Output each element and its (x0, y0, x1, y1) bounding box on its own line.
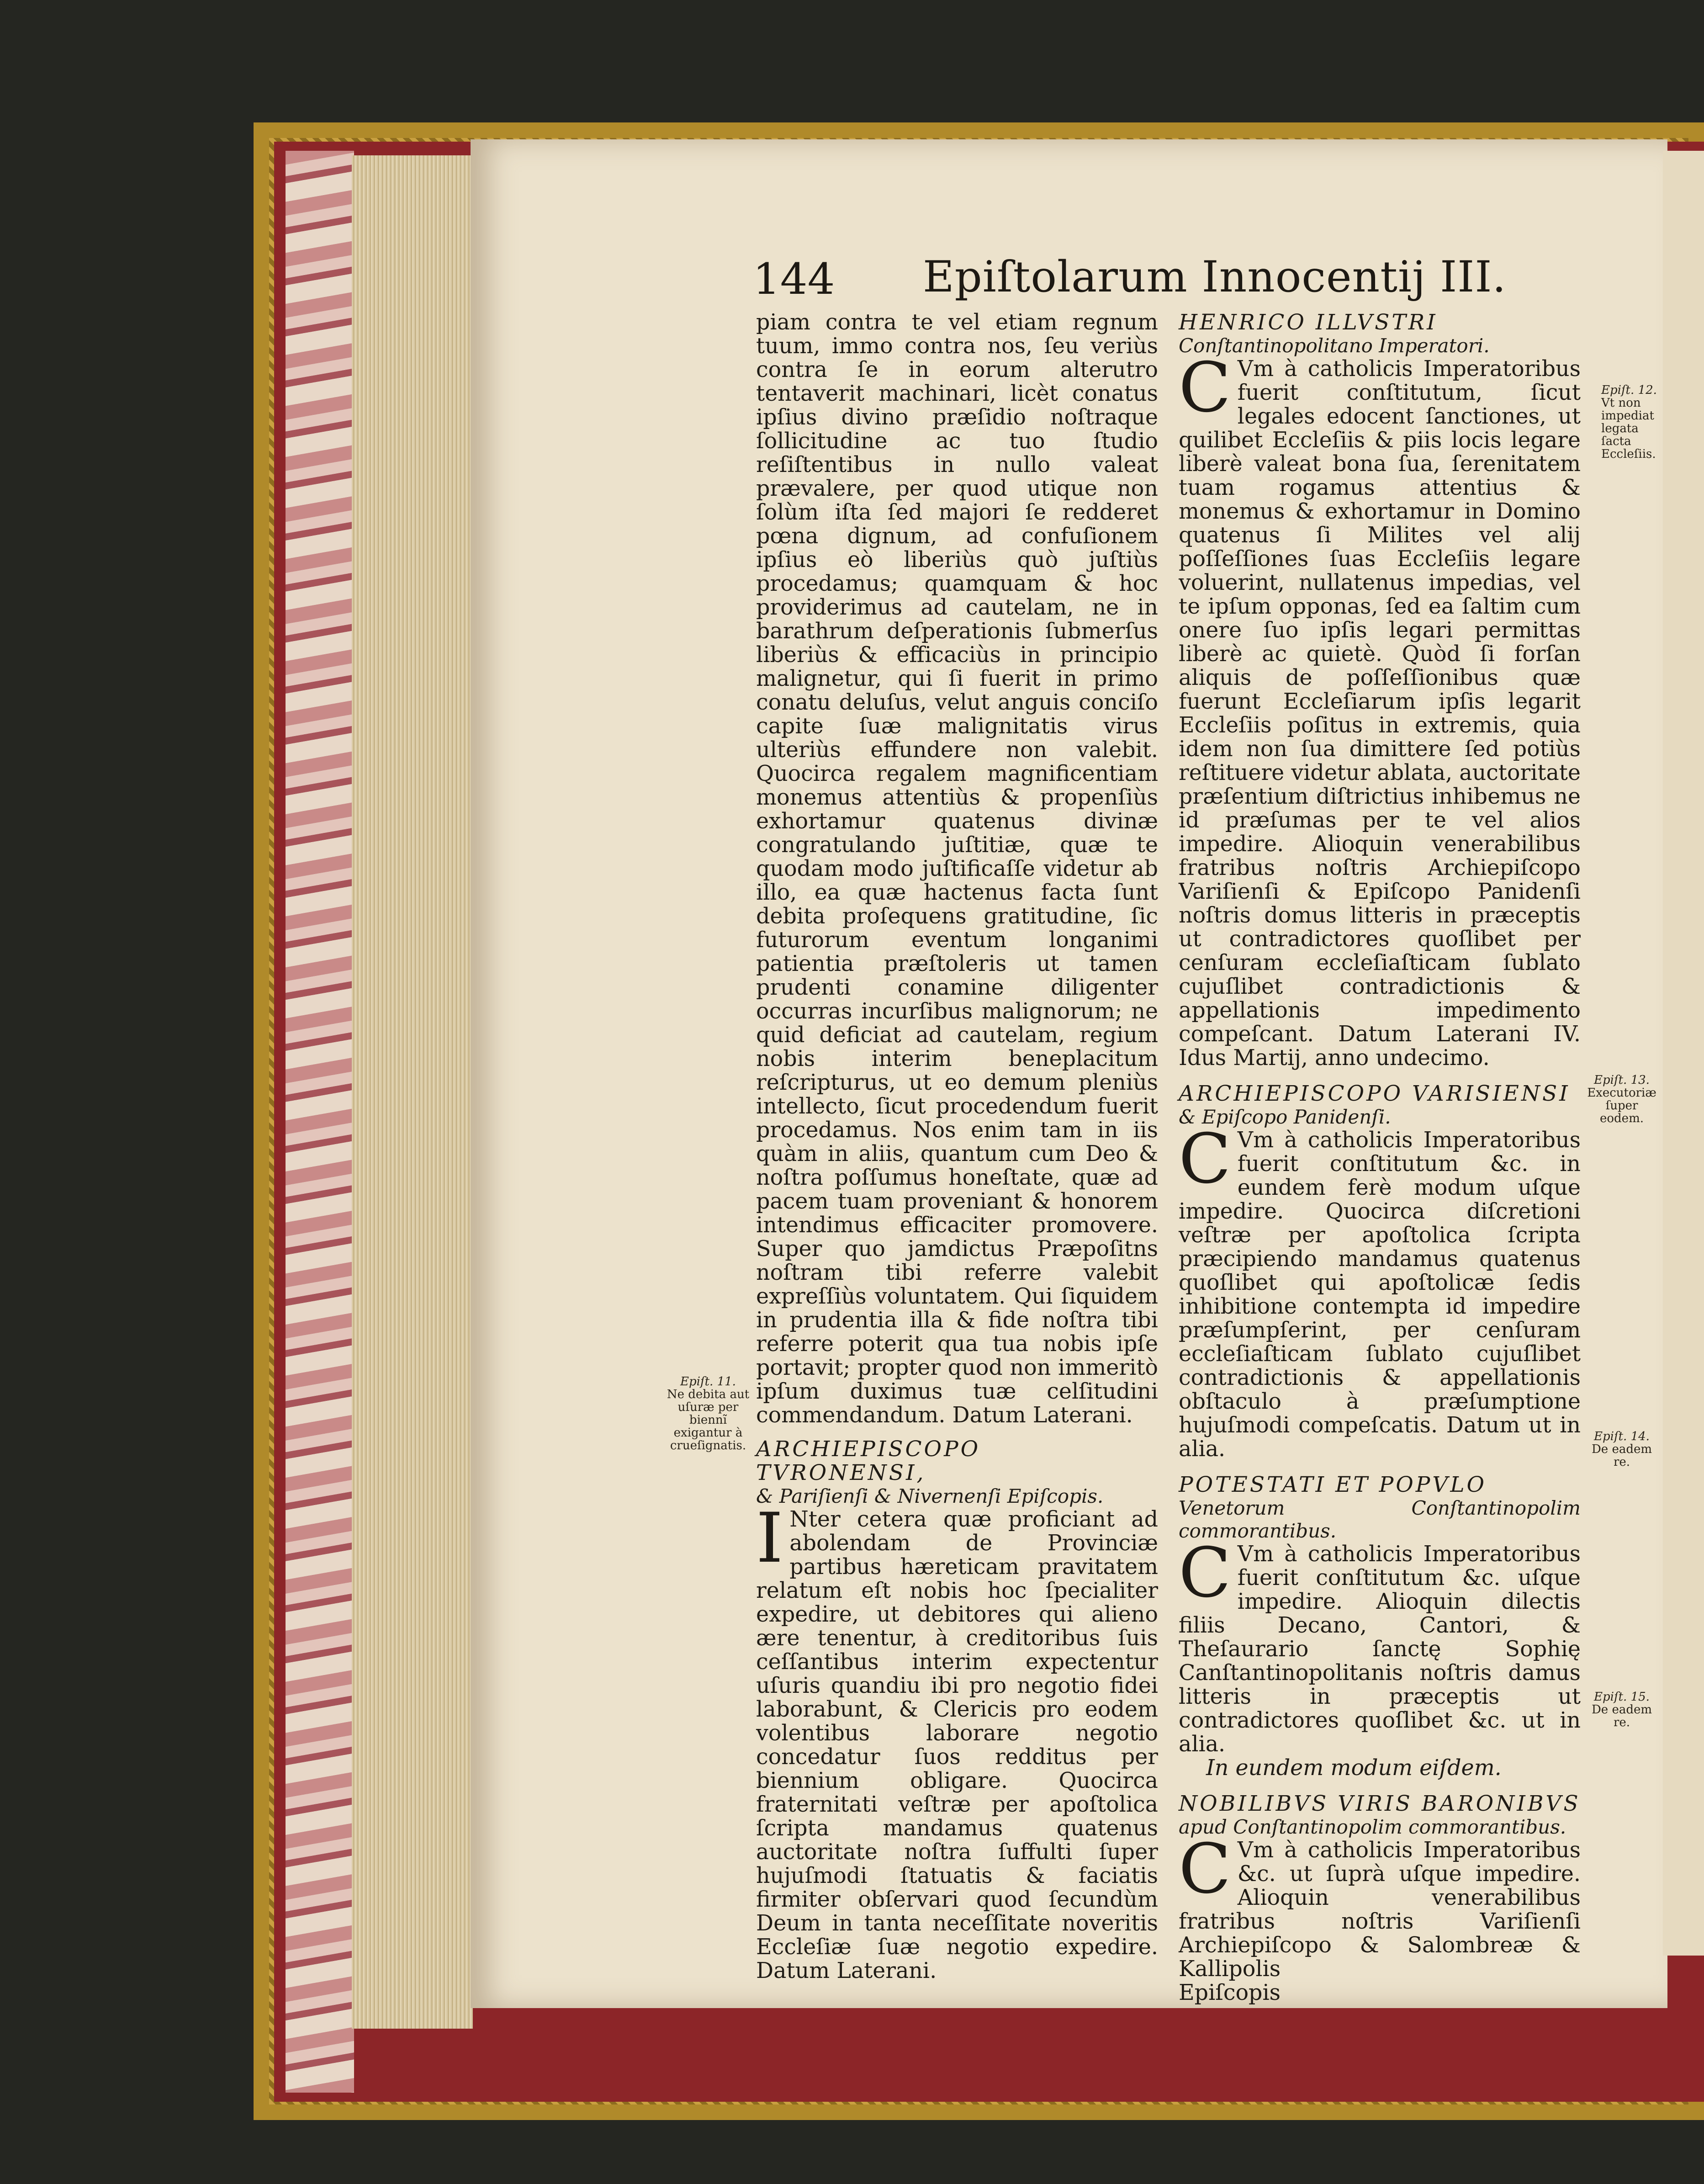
letter-12-address-sub: Conſtantinopolitano Imperatori. (1179, 334, 1490, 357)
letter-12-body (1179, 348, 1581, 1071)
letter-14-address: POTESTATI ET POPVLO (1179, 1472, 1487, 1497)
letter-11-body (756, 1499, 1158, 1983)
facing-page-edge (1663, 151, 1704, 1956)
letter-13-address-sub: & Epiſcopo Panidenſi. (1179, 1106, 1391, 1128)
drop-cap: C (1179, 348, 1231, 428)
letter-13-body (1179, 1119, 1581, 1462)
running-title: Epiſtolarum Innocentij III. (923, 252, 1507, 302)
catchword: Epiſcopis (1179, 1980, 1281, 2005)
margin-note-label: Epiſt. 15. (1594, 1690, 1650, 1704)
continuation-text: piam contra te vel etiam regnum tuum, immo contra nos, ſeu veriùs contra ſe in eorum alterutro tentaverit machinari, licèt conatus ipſius divino præſidio noſtraque ſollicitudine ac tuo ſtudio reſiſtentibus in nullo valeat prævalere, per quod utique non ſolùm iſta ſed majori ſe redderet pœna dignum, ad confuſionem ipſius eò liberiùs quò juſtiùs procedamus; quamquam & hoc providerimus ad cautelam, ne in barathrum deſperationis ſubmerſus liberiùs & efficaciùs in principio malignetur, qui ſi fuerit in primo conatu deluſus, velut anguis conciſo capite ſuæ malignitatis virus ulteriùs effundere non valebit. Quocirca regalem magnificentiam monemus attentiùs & propenſiùs exhortamur quatenus divinæ congratulando juſtitiæ, quæ te quodam modo juſtificaſſe videtur ab illo, ea quæ hactenus facta ſunt debita proſequens gratitudine, ſic futurorum eventum longanimi patientia præſtoleris ut tamen prudenti conamine diligenter occurras incurſibus malignorum; ne quid deficiat ad cautelam, regium nobis interim beneplacitum reſcripturus, ut eo demum pleniùs intellecto, ſicut procedendum fuerit procedamus. Nos enim tam in iis quàm in aliis, quantum cum Deo & noſtra poſſumus honeſtate, quæ ad pacem tuam proveniant & honorem intendimus efficaciter promovere. Super quo jamdictus Præpoſitns noſtram tibi referre valebit expreſſiùs voluntatem. Qui ſiquidem in prudentia illa & fide noſtra tibi referre poterit qua tua nobis ipſe portavit; propter quod non immeritò ipſum duximus tuæ celſitudini commendandum. Datum Laterani. (756, 310, 1158, 1428)
letter-15-address: NOBILIBVS VIRIS BARONIBVS (1179, 1791, 1581, 1816)
marbled-endpaper (286, 151, 354, 2093)
letter-14-address-sub: Venetorum Conſtantinopolim commorantibus. (1179, 1497, 1581, 1542)
right-column (1179, 311, 1581, 2005)
letter-11-address-sub: & Pariſienſi & Nivernenſi Epiſcopis. (756, 1485, 1104, 1507)
letter-15-text: Vm à catholicis Imperatoribus &c. ut ſuprà uſque impedire. Alioquin venerabilibus fratribus noſtris Variſienſi Archiepiſcopo & Salombreæ & Kallipolis (1179, 1838, 1581, 1982)
margin-note-text: Vt non impediat legata ſacta Eccleſiis. (1601, 396, 1656, 461)
letter-14-tail: In eundem modum eiſdem. (1206, 1755, 1502, 1781)
margin-note-label: Epiſt. 13. (1594, 1073, 1650, 1087)
margin-note-label: Epiſt. 14. (1594, 1430, 1650, 1443)
letter-13-text: Vm à catholicis Imperatoribus fuerit conſtitutum &c. in eundem ferè modum uſque impedire. Quocirca diſcretioni veſtræ per apoſtolica ſcripta præcipiendo mandamus quatenus quoſlibet qui apoſtolicæ ſedis inhibitione contempta id impedire præſumpſerint, per cenſuram eccleſiaſticam ſublato cujuſlibet contradictionis & appellationis obſtaculo à præſumptione hujuſmodi compeſcatis. Datum ut in alia. (1179, 1128, 1581, 1462)
margin-note-epist-14 (1585, 1430, 1658, 1468)
letter-12-address: HENRICO ILLVSTRI (1179, 310, 1438, 335)
letter-11-address: ARCHIEPISCOPO TVRONENSI, (756, 1437, 981, 1485)
letter-11-text: Nter cetera quæ proficiant ad abolendam de Provinciæ partibus hæreticam pravitatem relatum eſt nobis hoc ſpecialiter expedire, ut debitores qui alieno ære tenentur, à creditoribus ſuis ceſſantibus interim expectentur uſuris quandiu ibi pro negotio fidei laborabunt, & Clericis pro eodem volentibus laborare negotio concedatur ſuos redditus per biennium obligare. Quocirca fraternitati veſtræ per apoſtolica ſcripta mandamus quatenus auctoritate noſtra ſuffulti ſuper hujuſmodi ſtatuatis & faciatis firmiter obſervari quod ſecundùm Deum in tanta neceſſitate noveritis Eccleſiæ ſuæ negotio expedire. Datum Laterani. (756, 1507, 1158, 1983)
left-column (756, 311, 1158, 1983)
page-block-edge (352, 155, 473, 2029)
drop-cap: C (1179, 1119, 1231, 1199)
letter-14-text: Vm à catholicis Imperatoribus fuerit conſtitutum &c. uſque impedire. Alioquin dilectis filiis Decano, Cantori, & Theſaurario ſanctę Sophię Canſtantinopolitanis noſtris damus litteris in præceptis ut contradictores quoſlibet &c. ut in alia. (1179, 1542, 1581, 1757)
margin-note-epist-15 (1585, 1691, 1658, 1729)
margin-note-label: Epiſt. 12. (1601, 383, 1657, 397)
margin-note-text: Executoriæ ſuper eodem. (1587, 1086, 1656, 1125)
margin-note-text: Ne debita aut uſuræ per biennĩ exigantur à crueſignatis. (667, 1388, 750, 1452)
letter-14-body (1179, 1533, 1581, 1757)
drop-cap: C (1179, 1829, 1231, 1909)
letter-15-address-sub: apud Conſtantinopolim commorantibus. (1179, 1816, 1566, 1838)
drop-cap: C (1179, 1533, 1231, 1613)
page-number: 144 (753, 254, 835, 304)
margin-note-label: Epiſt. 11. (680, 1375, 736, 1389)
margin-note-epist-12 (1601, 384, 1661, 461)
margin-note-epist-11 (662, 1375, 754, 1452)
margin-note-epist-13 (1585, 1074, 1658, 1125)
drop-cap: I (756, 1499, 783, 1578)
letter-13-address: ARCHIEPISCOPO VARISIENSI (1179, 1081, 1570, 1106)
letter-12-text: Vm à catholicis Imperatoribus fuerit conſtitutum, ſicut legales edocent ſanctiones, ut quilibet Eccleſiis & piis locis legare liberè valeat bona ſua, ſerenitatem tuam rogamus attentius & monemus & exhortamur in Domino quatenus ſi Milites vel alij poſſeſſiones ſuas Eccleſiis legare voluerint, nullatenus impedias, vel te ipſum opponas, ſed ea ſaltim cum onere ſuo ipſis legari permittas liberè ac quietè. Quòd ſi forſan aliquis de poſſeſſionibus quæ fuerunt Eccleſiarum ipſis legarit Eccleſiis poſitus in extremis, quia idem non ſua dimittere ſed potiùs reſtituere videtur ablata, auctoritate præſentium diſtrictius inhibemus ne id præſumas per te vel alios impedire. Alioquin venerabilibus fratribus noſtris Archiepiſcopo Variſienſi & Epiſcopo Panidenſi noſtris domus litteris in præceptis ut contradictores quoſlibet per cenſuram eccleſiaſticam ſublato cujuſlibet contradictionis & appellationis impedimento compeſcant. Datum Laterani IV. Idus Martij, anno undecimo. (1179, 356, 1581, 1071)
margin-note-text: De eadem re. (1591, 1703, 1652, 1729)
letter-15-body (1179, 1829, 1581, 1982)
margin-note-text: De eadem re. (1591, 1442, 1652, 1469)
